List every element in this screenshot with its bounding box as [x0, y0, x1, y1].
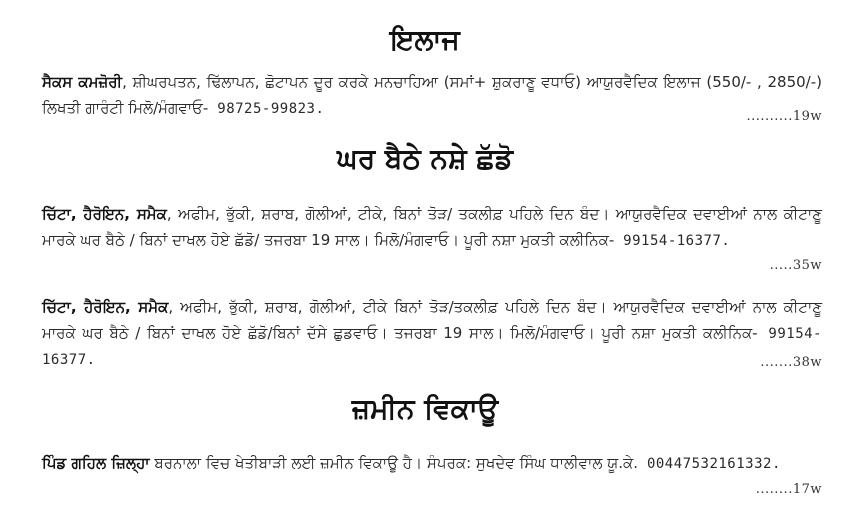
- ad-code: .......38w: [760, 355, 822, 370]
- ad-phone: 98725-99823.: [208, 100, 325, 117]
- ad-code: .....35w: [769, 258, 822, 273]
- classified-ad: [42, 70, 822, 122]
- ad-lead: ਸੈਕਸ ਕਮਜ਼ੋਰੀ: [42, 73, 123, 91]
- ad-lead: ਚਿੱਟਾ, ਹੈਰੋਇਨ, ਸਮੈਕ: [42, 205, 167, 223]
- classified-ad: [42, 202, 822, 254]
- ad-text: , ਅਫੀਮ, ਭੁੱਕੀ, ਸ਼ਰਾਬ, ਗੋਲੀਆਂ, ਟੀਕੇ ਬਿਨਾਂ ਤੋੜ/ਤਕਲੀਫ਼ ਪਹਿਲੇ ਦਿਨ ਬੰਦ। ਆਯੁਰਵੈਦਿਕ ਦਵਾਈਆਂ ਨਾਲ ਕੀਟਾਣੂ ਮਾਰਕੇ ਘਰ ਬੈਠੇ / ਬਿਨਾਂ ਦਾਖਲ ਹੋਏ ਛੱਡੋ/ਬਿਨਾਂ ਦੱਸੇ ਛੁਡਵਾਓ। ਤਜਰਬਾ 19 ਸਾਲ। ਮਿਲੋ/ਮੰਗਵਾਓ। ਪੂਰੀ ਨਸ਼ਾ ਮੁਕਤੀ ਕਲੀਨਿਕ-: [42, 298, 822, 342]
- section-heading-quit-addiction: ਘਰ ਬੈਠੇ ਨਸ਼ੇ ਛੱਡੋ: [336, 142, 514, 175]
- classified-ad: [42, 295, 822, 374]
- ad-phone: 99154-16377.: [614, 232, 731, 249]
- section-heading-treatment: ਇਲਾਜ: [390, 23, 460, 56]
- ad-phone: 99154-16377.: [42, 325, 822, 368]
- section-heading-land-for-sale: ਜ਼ਮੀਨ ਵਿਕਾਊ: [351, 392, 499, 425]
- classified-ad: [42, 451, 822, 478]
- ad-text: ਬਰਨਾਲਾ ਵਿਚ ਖੇਤੀਬਾੜੀ ਲਈ ਜ਼ਮੀਨ ਵਿਕਾਊ ਹੈ। ਸੰਪਰਕ: ਸੁਖਦੇਵ ਸਿੰਘ ਧਾਲੀਵਾਲ ਯੂ.ਕੇ.: [149, 454, 639, 472]
- ad-text: , ਸ਼ੀਘਰਪਤਨ, ਢਿੱਲਾਪਨ, ਛੋਟਾਪਨ ਦੂਰ ਕਰਕੇ ਮਨਚਾਹਿਆ (ਸਮਾਂ+ ਸ਼ੁਕਰਾਣੂ ਵਧਾਓ) ਆਯੁਰਵੈਦਿਕ ਇਲਾਜ (550/- , 2850/-) ਲਿਖਤੀ ਗਾਰੰਟੀ ਮਿਲੋ/ਮੰਗਵਾਓ-: [42, 73, 822, 117]
- ad-code: ........17w: [755, 482, 822, 497]
- ad-code: ..........19w: [746, 109, 822, 124]
- ad-lead: ਚਿੱਟਾ, ਹੈਰੋਇਨ, ਸਮੈਕ: [42, 298, 169, 316]
- ad-phone: 00447532161332.: [638, 456, 781, 472]
- ad-text: , ਅਫੀਮ, ਭੁੱਕੀ, ਸ਼ਰਾਬ, ਗੋਲੀਆਂ, ਟੀਕੇ, ਬਿਨਾਂ ਤੋੜ/ ਤਕਲੀਫ਼ ਪਹਿਲੇ ਦਿਨ ਬੰਦ। ਆਯੁਰਵੈਦਿਕ ਦਵਾਈਆਂ ਨਾਲ ਕੀਟਾਣੂ ਮਾਰਕੇ ਘਰ ਬੈਠੇ / ਬਿਨਾਂ ਦਾਖਲ ਹੋਏ ਛੱਡੋ/ ਤਜਰਬਾ 19 ਸਾਲ। ਮਿਲੋ/ਮੰਗਵਾਓ। ਪੂਰੀ ਨਸ਼ਾ ਮੁਕਤੀ ਕਲੀਨਿਕ-: [42, 205, 822, 249]
- ad-lead: ਪਿੰਡ ਗਹਿਲ ਜ਼ਿਲ੍ਹਾ: [42, 454, 150, 472]
